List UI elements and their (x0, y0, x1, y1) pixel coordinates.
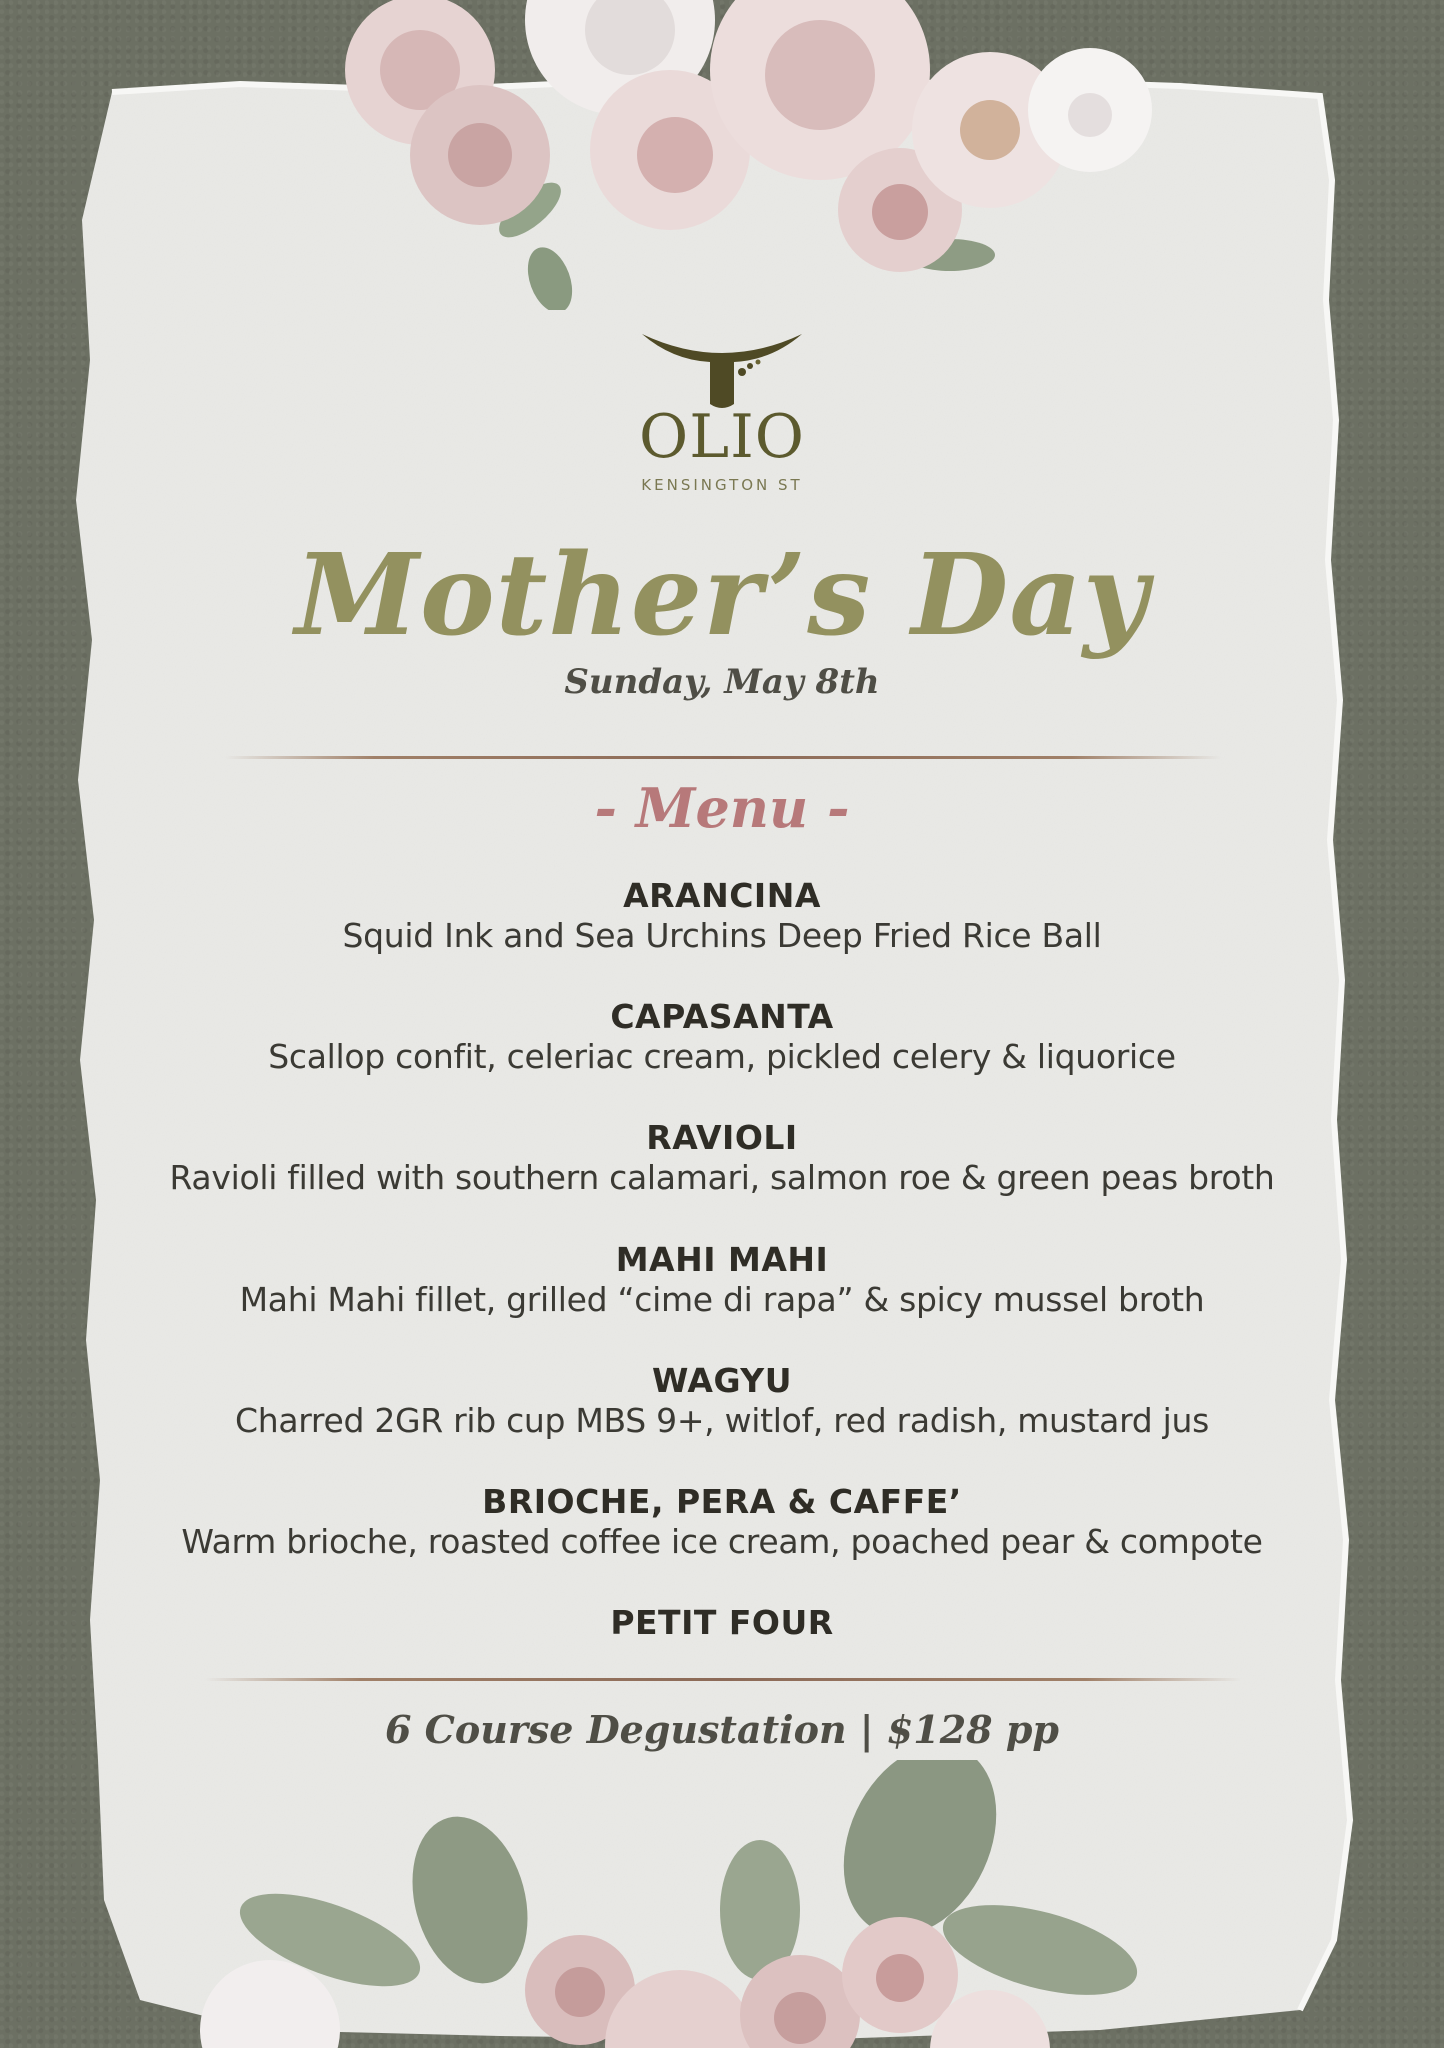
event-date: Sunday, May 8th (564, 662, 880, 702)
course-description: Scallop confit, celeriac cream, pickled celery & liquorice (268, 1037, 1176, 1076)
bottom-floral-decoration (200, 1760, 1250, 2048)
course-name: PETIT FOUR (610, 1603, 834, 1642)
course-name: MAHI MAHI (615, 1240, 829, 1279)
price-line: 6 Course Degustation | $128 pp (385, 1707, 1059, 1752)
event-title: Mother’s Day (294, 530, 1150, 661)
course-description: Mahi Mahi fillet, grilled “cime di rapa” & spicy mussel broth (239, 1280, 1205, 1319)
course-name: WAGYU (651, 1361, 792, 1400)
top-floral-decoration (300, 0, 1170, 310)
course-description: Warm brioche, roasted coffee ice cream, poached pear & compote (181, 1522, 1263, 1561)
logo-wordmark: OLIO (639, 402, 805, 472)
menu-heading: - Menu - (594, 776, 850, 840)
course-description: Squid Ink and Sea Urchins Deep Fried Rice Ball (342, 916, 1102, 955)
divider-bottom (205, 1678, 1241, 1681)
course-name: ARANCINA (623, 876, 821, 915)
course-description: Charred 2GR rib cup MBS 9+, witlof, red radish, mustard jus (234, 1401, 1210, 1440)
course-name: CAPASANTA (610, 997, 834, 1036)
course-name: RAVIOLI (646, 1118, 798, 1157)
olio-logo (622, 322, 822, 502)
divider-top (225, 756, 1221, 759)
course-description: Ravioli filled with southern calamari, salmon roe & green peas broth (169, 1158, 1275, 1197)
course-name: BRIOCHE, PERA & CAFFE’ (482, 1482, 962, 1521)
logo-subtitle: KENSINGTON ST (641, 476, 803, 494)
logo-drip-mark (622, 322, 822, 412)
